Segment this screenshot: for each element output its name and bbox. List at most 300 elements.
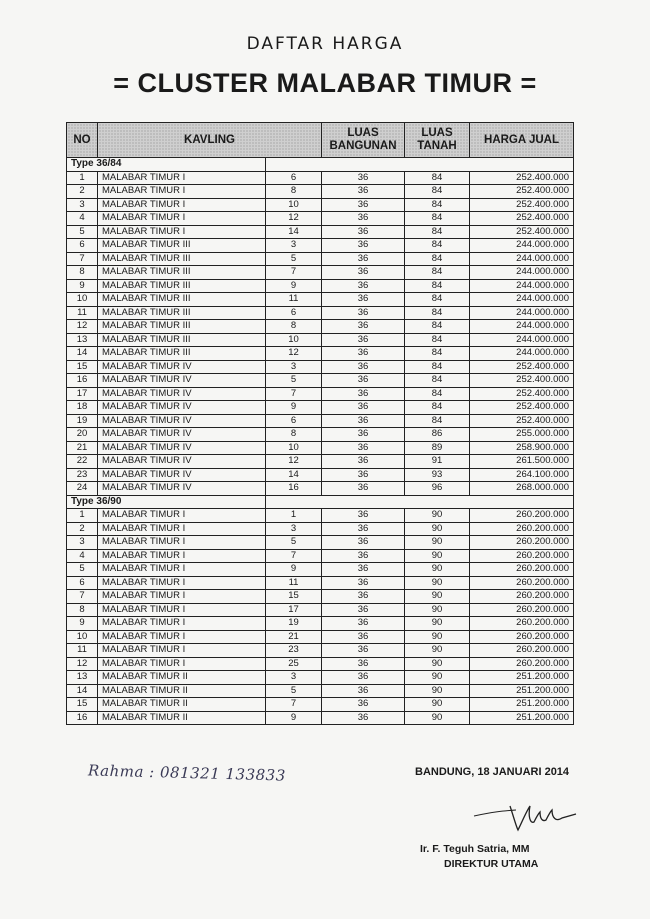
- row-number: 9: [67, 279, 98, 293]
- row-luas-bangunan: 36: [322, 522, 405, 536]
- row-number: 24: [67, 482, 98, 496]
- row-harga-jual: 260.200.000: [470, 536, 574, 550]
- row-number: 3: [67, 198, 98, 212]
- row-luas-bangunan: 36: [322, 576, 405, 590]
- row-luas-bangunan: 36: [322, 455, 405, 469]
- row-harga-jual: 260.200.000: [470, 644, 574, 658]
- row-luas-bangunan: 36: [322, 644, 405, 658]
- row-cluster-name: MALABAR TIMUR I: [98, 617, 266, 631]
- row-cluster-name: MALABAR TIMUR IV: [98, 468, 266, 482]
- row-cluster-name: MALABAR TIMUR I: [98, 603, 266, 617]
- row-number: 5: [67, 225, 98, 239]
- row-luas-tanah: 84: [405, 306, 470, 320]
- row-luas-bangunan: 36: [322, 428, 405, 442]
- table-row: [67, 320, 574, 334]
- table-row: [67, 387, 574, 401]
- table-row: [67, 279, 574, 293]
- row-harga-jual: 260.200.000: [470, 563, 574, 577]
- row-luas-tanah: 89: [405, 441, 470, 455]
- row-cluster-name: MALABAR TIMUR IV: [98, 482, 266, 496]
- row-harga-jual: 252.400.000: [470, 401, 574, 415]
- row-harga-jual: 252.400.000: [470, 414, 574, 428]
- row-harga-jual: 260.200.000: [470, 522, 574, 536]
- row-harga-jual: 268.000.000: [470, 482, 574, 496]
- row-cluster-name: MALABAR TIMUR III: [98, 306, 266, 320]
- row-number: 4: [67, 549, 98, 563]
- row-number: 1: [67, 509, 98, 523]
- row-kavling-number: 8: [266, 185, 322, 199]
- column-header-no: NO: [67, 123, 98, 158]
- column-header-luas-bangunan-line1: LUAS: [347, 127, 379, 139]
- row-luas-bangunan: 36: [322, 603, 405, 617]
- row-kavling-number: 7: [266, 549, 322, 563]
- row-luas-tanah: 90: [405, 657, 470, 671]
- group-header-row: [67, 495, 574, 509]
- row-luas-bangunan: 36: [322, 360, 405, 374]
- row-cluster-name: MALABAR TIMUR I: [98, 509, 266, 523]
- row-harga-jual: 252.400.000: [470, 225, 574, 239]
- row-number: 12: [67, 657, 98, 671]
- table-row: [67, 644, 574, 658]
- table-row: [67, 225, 574, 239]
- row-luas-tanah: 90: [405, 617, 470, 631]
- row-luas-bangunan: 36: [322, 279, 405, 293]
- table-row: [67, 698, 574, 712]
- row-kavling-number: 5: [266, 374, 322, 388]
- row-kavling-number: 5: [266, 252, 322, 266]
- row-luas-tanah: 93: [405, 468, 470, 482]
- row-cluster-name: MALABAR TIMUR I: [98, 171, 266, 185]
- row-luas-tanah: 90: [405, 698, 470, 712]
- row-luas-bangunan: 36: [322, 414, 405, 428]
- row-luas-tanah: 84: [405, 320, 470, 334]
- row-harga-jual: 260.200.000: [470, 509, 574, 523]
- group-label: Type 36/90: [67, 495, 266, 509]
- column-header-luas-tanah-line1: LUAS: [421, 127, 453, 139]
- row-harga-jual: 260.200.000: [470, 617, 574, 631]
- row-number: 17: [67, 387, 98, 401]
- row-kavling-number: 3: [266, 671, 322, 685]
- row-harga-jual: 244.000.000: [470, 239, 574, 253]
- row-kavling-number: 23: [266, 644, 322, 658]
- row-cluster-name: MALABAR TIMUR IV: [98, 401, 266, 415]
- table-row: [67, 657, 574, 671]
- row-kavling-number: 12: [266, 347, 322, 361]
- table-row: [67, 576, 574, 590]
- table-row: [67, 252, 574, 266]
- row-luas-tanah: 90: [405, 549, 470, 563]
- row-number: 8: [67, 603, 98, 617]
- row-harga-jual: 260.200.000: [470, 630, 574, 644]
- row-cluster-name: MALABAR TIMUR III: [98, 239, 266, 253]
- row-kavling-number: 5: [266, 536, 322, 550]
- table-row: [67, 684, 574, 698]
- row-harga-jual: 252.400.000: [470, 212, 574, 226]
- row-cluster-name: MALABAR TIMUR I: [98, 630, 266, 644]
- row-cluster-name: MALABAR TIMUR IV: [98, 387, 266, 401]
- row-kavling-number: 9: [266, 279, 322, 293]
- row-harga-jual: 252.400.000: [470, 198, 574, 212]
- row-harga-jual: 251.200.000: [470, 711, 574, 725]
- row-harga-jual: 252.400.000: [470, 360, 574, 374]
- row-cluster-name: MALABAR TIMUR I: [98, 590, 266, 604]
- table-row: [67, 333, 574, 347]
- row-kavling-number: 9: [266, 401, 322, 415]
- table-header-row: [67, 123, 574, 158]
- row-cluster-name: MALABAR TIMUR III: [98, 320, 266, 334]
- row-harga-jual: 252.400.000: [470, 171, 574, 185]
- row-harga-jual: 255.000.000: [470, 428, 574, 442]
- row-luas-bangunan: 36: [322, 630, 405, 644]
- row-cluster-name: MALABAR TIMUR III: [98, 252, 266, 266]
- row-harga-jual: 244.000.000: [470, 293, 574, 307]
- table-row: [67, 549, 574, 563]
- row-kavling-number: 6: [266, 414, 322, 428]
- row-number: 20: [67, 428, 98, 442]
- row-kavling-number: 6: [266, 171, 322, 185]
- table-row: [67, 360, 574, 374]
- table-row: [67, 536, 574, 550]
- table-row: [67, 212, 574, 226]
- row-luas-bangunan: 36: [322, 239, 405, 253]
- row-kavling-number: 11: [266, 293, 322, 307]
- table-row: [67, 590, 574, 604]
- row-luas-bangunan: 36: [322, 441, 405, 455]
- row-kavling-number: 7: [266, 387, 322, 401]
- row-number: 14: [67, 684, 98, 698]
- row-kavling-number: 3: [266, 360, 322, 374]
- row-harga-jual: 244.000.000: [470, 279, 574, 293]
- row-kavling-number: 12: [266, 212, 322, 226]
- row-luas-bangunan: 36: [322, 185, 405, 199]
- row-cluster-name: MALABAR TIMUR I: [98, 536, 266, 550]
- row-luas-bangunan: 36: [322, 347, 405, 361]
- row-cluster-name: MALABAR TIMUR IV: [98, 374, 266, 388]
- row-luas-bangunan: 36: [322, 320, 405, 334]
- row-harga-jual: 260.200.000: [470, 603, 574, 617]
- row-number: 12: [67, 320, 98, 334]
- row-luas-tanah: 90: [405, 711, 470, 725]
- row-luas-tanah: 91: [405, 455, 470, 469]
- row-cluster-name: MALABAR TIMUR I: [98, 549, 266, 563]
- row-luas-bangunan: 36: [322, 563, 405, 577]
- row-kavling-number: 12: [266, 455, 322, 469]
- row-luas-tanah: 84: [405, 171, 470, 185]
- signer-name: Ir. F. Teguh Satria, MM: [420, 843, 530, 855]
- row-luas-bangunan: 36: [322, 306, 405, 320]
- row-number: 3: [67, 536, 98, 550]
- row-cluster-name: MALABAR TIMUR III: [98, 293, 266, 307]
- row-harga-jual: 251.200.000: [470, 684, 574, 698]
- row-harga-jual: 260.200.000: [470, 549, 574, 563]
- row-number: 6: [67, 576, 98, 590]
- row-harga-jual: 264.100.000: [470, 468, 574, 482]
- row-luas-bangunan: 36: [322, 657, 405, 671]
- row-kavling-number: 1: [266, 509, 322, 523]
- row-number: 4: [67, 212, 98, 226]
- row-harga-jual: 244.000.000: [470, 252, 574, 266]
- row-kavling-number: 10: [266, 333, 322, 347]
- table-row: [67, 482, 574, 496]
- row-number: 15: [67, 698, 98, 712]
- row-luas-bangunan: 36: [322, 482, 405, 496]
- table-row: [67, 455, 574, 469]
- row-harga-jual: 252.400.000: [470, 185, 574, 199]
- row-number: 10: [67, 293, 98, 307]
- row-luas-bangunan: 36: [322, 198, 405, 212]
- table-row: [67, 239, 574, 253]
- row-luas-bangunan: 36: [322, 711, 405, 725]
- row-luas-tanah: 84: [405, 239, 470, 253]
- document-date: BANDUNG, 18 JANUARI 2014: [415, 766, 570, 778]
- group-spacer-cell: [266, 158, 574, 172]
- row-cluster-name: MALABAR TIMUR I: [98, 225, 266, 239]
- row-number: 16: [67, 374, 98, 388]
- row-number: 22: [67, 455, 98, 469]
- row-cluster-name: MALABAR TIMUR II: [98, 671, 266, 685]
- row-kavling-number: 9: [266, 711, 322, 725]
- table-row: [67, 347, 574, 361]
- row-luas-bangunan: 36: [322, 374, 405, 388]
- row-luas-bangunan: 36: [322, 617, 405, 631]
- row-luas-tanah: 84: [405, 387, 470, 401]
- row-luas-bangunan: 36: [322, 671, 405, 685]
- row-cluster-name: MALABAR TIMUR IV: [98, 455, 266, 469]
- row-luas-tanah: 84: [405, 212, 470, 226]
- row-luas-tanah: 84: [405, 279, 470, 293]
- row-cluster-name: MALABAR TIMUR IV: [98, 360, 266, 374]
- row-harga-jual: 244.000.000: [470, 320, 574, 334]
- column-header-harga-jual: HARGA JUAL: [470, 123, 574, 158]
- row-kavling-number: 8: [266, 428, 322, 442]
- document-header: DAFTAR HARGA: [246, 34, 404, 54]
- table-row: [67, 441, 574, 455]
- row-cluster-name: MALABAR TIMUR III: [98, 347, 266, 361]
- row-number: 1: [67, 171, 98, 185]
- row-number: 9: [67, 617, 98, 631]
- row-harga-jual: 252.400.000: [470, 387, 574, 401]
- row-luas-tanah: 90: [405, 576, 470, 590]
- row-luas-bangunan: 36: [322, 401, 405, 415]
- row-luas-bangunan: 36: [322, 266, 405, 280]
- signer-title: DIREKTUR UTAMA: [444, 858, 539, 870]
- column-header-luas-tanah-line2: TANAH: [417, 140, 457, 152]
- table-row: [67, 401, 574, 415]
- signature: [472, 798, 582, 834]
- row-number: 13: [67, 671, 98, 685]
- table-row: [67, 185, 574, 199]
- row-kavling-number: 9: [266, 563, 322, 577]
- row-luas-tanah: 84: [405, 293, 470, 307]
- row-luas-bangunan: 36: [322, 212, 405, 226]
- row-luas-tanah: 90: [405, 536, 470, 550]
- row-cluster-name: MALABAR TIMUR I: [98, 522, 266, 536]
- row-number: 19: [67, 414, 98, 428]
- row-number: 2: [67, 522, 98, 536]
- row-kavling-number: 10: [266, 198, 322, 212]
- row-number: 15: [67, 360, 98, 374]
- row-luas-tanah: 90: [405, 603, 470, 617]
- row-harga-jual: 244.000.000: [470, 306, 574, 320]
- table-row: [67, 198, 574, 212]
- row-kavling-number: 7: [266, 266, 322, 280]
- row-luas-tanah: 84: [405, 374, 470, 388]
- row-luas-bangunan: 36: [322, 225, 405, 239]
- row-number: 7: [67, 590, 98, 604]
- row-harga-jual: 251.200.000: [470, 671, 574, 685]
- row-luas-tanah: 84: [405, 198, 470, 212]
- page-title: = CLUSTER MALABAR TIMUR =: [113, 68, 537, 98]
- row-cluster-name: MALABAR TIMUR IV: [98, 441, 266, 455]
- column-header-kavling: KAVLING: [98, 123, 322, 158]
- row-cluster-name: MALABAR TIMUR IV: [98, 414, 266, 428]
- row-luas-tanah: 84: [405, 347, 470, 361]
- row-luas-bangunan: 36: [322, 536, 405, 550]
- row-number: 13: [67, 333, 98, 347]
- table-row: [67, 509, 574, 523]
- row-luas-tanah: 90: [405, 509, 470, 523]
- row-number: 16: [67, 711, 98, 725]
- row-luas-bangunan: 36: [322, 333, 405, 347]
- row-cluster-name: MALABAR TIMUR II: [98, 698, 266, 712]
- row-cluster-name: MALABAR TIMUR I: [98, 644, 266, 658]
- row-kavling-number: 5: [266, 684, 322, 698]
- row-harga-jual: 260.200.000: [470, 576, 574, 590]
- row-luas-bangunan: 36: [322, 549, 405, 563]
- row-number: 21: [67, 441, 98, 455]
- row-cluster-name: MALABAR TIMUR I: [98, 576, 266, 590]
- row-number: 8: [67, 266, 98, 280]
- row-cluster-name: MALABAR TIMUR II: [98, 684, 266, 698]
- row-luas-tanah: 90: [405, 590, 470, 604]
- row-number: 5: [67, 563, 98, 577]
- row-luas-tanah: 90: [405, 630, 470, 644]
- row-cluster-name: MALABAR TIMUR III: [98, 333, 266, 347]
- row-luas-tanah: 86: [405, 428, 470, 442]
- row-cluster-name: MALABAR TIMUR I: [98, 185, 266, 199]
- row-luas-bangunan: 36: [322, 590, 405, 604]
- row-kavling-number: 8: [266, 320, 322, 334]
- row-cluster-name: MALABAR TIMUR I: [98, 657, 266, 671]
- row-luas-tanah: 90: [405, 563, 470, 577]
- row-cluster-name: MALABAR TIMUR III: [98, 266, 266, 280]
- row-luas-bangunan: 36: [322, 171, 405, 185]
- row-luas-bangunan: 36: [322, 387, 405, 401]
- row-luas-bangunan: 36: [322, 509, 405, 523]
- table-row: [67, 293, 574, 307]
- row-cluster-name: MALABAR TIMUR I: [98, 563, 266, 577]
- row-cluster-name: MALABAR TIMUR II: [98, 711, 266, 725]
- row-luas-tanah: 84: [405, 266, 470, 280]
- row-number: 7: [67, 252, 98, 266]
- table-row: [67, 266, 574, 280]
- row-harga-jual: 261.500.000: [470, 455, 574, 469]
- row-kavling-number: 21: [266, 630, 322, 644]
- row-kavling-number: 3: [266, 522, 322, 536]
- row-kavling-number: 7: [266, 698, 322, 712]
- column-header-luas-bangunan: [322, 123, 405, 158]
- row-luas-bangunan: 36: [322, 468, 405, 482]
- table-row: [67, 563, 574, 577]
- row-luas-tanah: 84: [405, 401, 470, 415]
- row-luas-bangunan: 36: [322, 684, 405, 698]
- row-harga-jual: 252.400.000: [470, 374, 574, 388]
- table-row: [67, 468, 574, 482]
- row-luas-tanah: 90: [405, 684, 470, 698]
- row-number: 11: [67, 306, 98, 320]
- row-number: 14: [67, 347, 98, 361]
- row-kavling-number: 14: [266, 225, 322, 239]
- row-luas-bangunan: 36: [322, 293, 405, 307]
- table-row: [67, 374, 574, 388]
- row-luas-bangunan: 36: [322, 252, 405, 266]
- row-luas-tanah: 84: [405, 185, 470, 199]
- row-number: 2: [67, 185, 98, 199]
- row-harga-jual: 258.900.000: [470, 441, 574, 455]
- row-harga-jual: 244.000.000: [470, 347, 574, 361]
- row-kavling-number: 15: [266, 590, 322, 604]
- row-luas-tanah: 84: [405, 225, 470, 239]
- row-luas-tanah: 90: [405, 671, 470, 685]
- row-number: 23: [67, 468, 98, 482]
- row-cluster-name: MALABAR TIMUR I: [98, 198, 266, 212]
- price-table-body: [67, 158, 574, 725]
- row-kavling-number: 11: [266, 576, 322, 590]
- row-cluster-name: MALABAR TIMUR III: [98, 279, 266, 293]
- row-luas-tanah: 90: [405, 522, 470, 536]
- table-row: [67, 428, 574, 442]
- row-harga-jual: 260.200.000: [470, 590, 574, 604]
- row-number: 6: [67, 239, 98, 253]
- row-harga-jual: 244.000.000: [470, 266, 574, 280]
- row-number: 11: [67, 644, 98, 658]
- table-row: [67, 603, 574, 617]
- row-kavling-number: 17: [266, 603, 322, 617]
- row-kavling-number: 10: [266, 441, 322, 455]
- row-luas-tanah: 96: [405, 482, 470, 496]
- row-luas-tanah: 84: [405, 360, 470, 374]
- table-row: [67, 171, 574, 185]
- group-label: Type 36/84: [67, 158, 266, 172]
- row-luas-tanah: 84: [405, 414, 470, 428]
- row-kavling-number: 16: [266, 482, 322, 496]
- row-harga-jual: 244.000.000: [470, 333, 574, 347]
- table-row: [67, 671, 574, 685]
- table-row: [67, 414, 574, 428]
- table-row: [67, 630, 574, 644]
- table-row: [67, 306, 574, 320]
- table-row: [67, 711, 574, 725]
- row-luas-bangunan: 36: [322, 698, 405, 712]
- column-header-luas-tanah: [405, 123, 470, 158]
- row-kavling-number: 19: [266, 617, 322, 631]
- handwritten-contact-note: Rahma : 081321 133833: [87, 761, 286, 785]
- group-header-row: [67, 158, 574, 172]
- row-kavling-number: 6: [266, 306, 322, 320]
- row-number: 18: [67, 401, 98, 415]
- column-header-luas-bangunan-line2: BANGUNAN: [329, 140, 397, 152]
- row-luas-tanah: 84: [405, 333, 470, 347]
- row-luas-tanah: 84: [405, 252, 470, 266]
- row-cluster-name: MALABAR TIMUR IV: [98, 428, 266, 442]
- row-kavling-number: 25: [266, 657, 322, 671]
- table-row: [67, 617, 574, 631]
- row-harga-jual: 260.200.000: [470, 657, 574, 671]
- table-row: [67, 522, 574, 536]
- price-table: [66, 122, 574, 725]
- row-harga-jual: 251.200.000: [470, 698, 574, 712]
- row-kavling-number: 14: [266, 468, 322, 482]
